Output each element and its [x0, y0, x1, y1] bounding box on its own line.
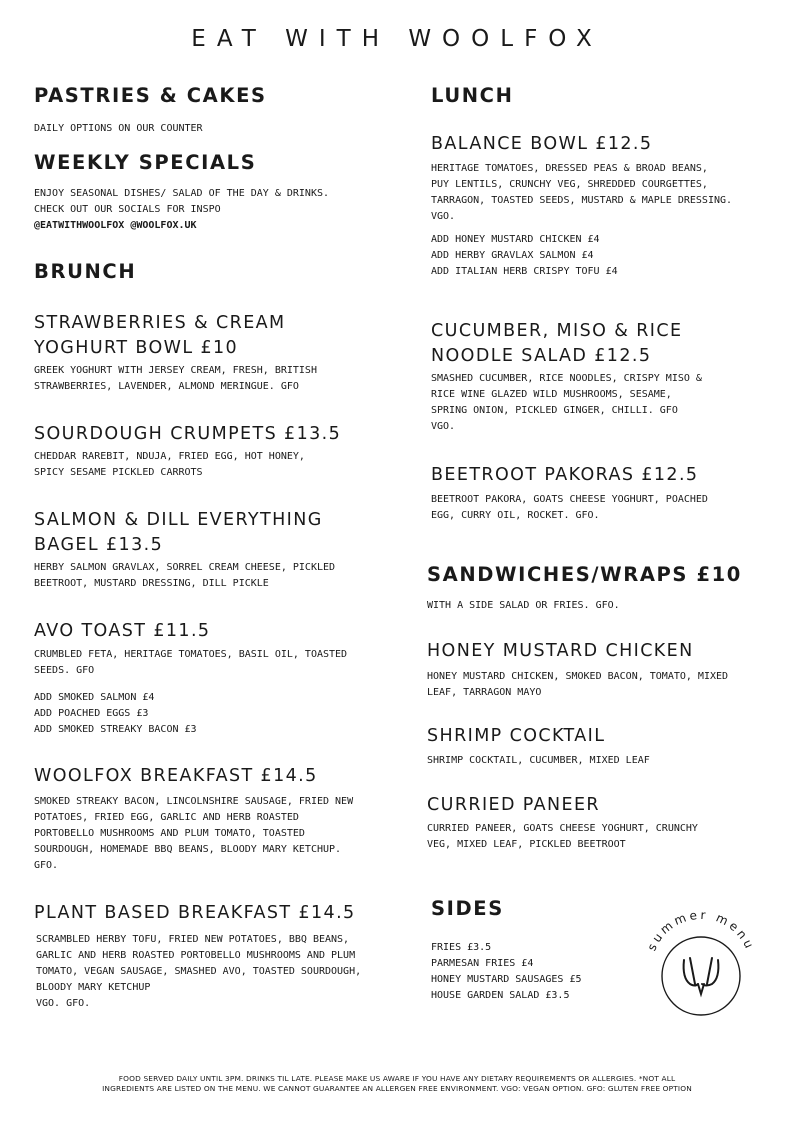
extra-line: ADD HONEY MUSTARD CHICKEN £4 — [431, 234, 600, 245]
desc-line: VGO. — [431, 211, 456, 222]
logo-text: summer menu — [644, 907, 758, 954]
logo-arc-text — [645, 908, 758, 953]
menu-item-name: BEETROOT PAKORAS £12.5 — [431, 465, 699, 485]
page-title: EAT WITH WOOLFOX — [191, 26, 603, 52]
desc-line: CHEDDAR RAREBIT, NDUJA, FRIED EGG, HOT HONEY, — [34, 451, 305, 462]
desc-line: HERITAGE TOMATOES, DRESSED PEAS & BROAD BEANS, — [431, 163, 708, 174]
menu-item-name: SHRIMP COCKTAIL — [427, 726, 606, 746]
summer-menu-logo — [642, 898, 760, 1016]
allergen-footer — [20, 1074, 774, 1094]
side-item: PARMESAN FRIES £4 — [431, 958, 534, 969]
side-item: FRIES £3.5 — [431, 942, 492, 953]
sides-list — [431, 940, 582, 1004]
section-heading-sides: SIDES — [431, 897, 504, 920]
extra-line: ADD ITALIAN HERB CRISPY TOFU £4 — [431, 266, 618, 277]
section-heading-pastries: PASTRIES & CAKES — [34, 84, 267, 107]
desc-line: BLOODY MARY KETCHUP — [36, 982, 151, 993]
menu-item-desc — [431, 371, 702, 435]
side-item: HOUSE GARDEN SALAD £3.5 — [431, 990, 570, 1001]
desc-line: SOURDOUGH, HOMEMADE BBQ BEANS, BLOODY MARY KETCHUP. — [34, 844, 342, 855]
menu-item-desc — [431, 161, 732, 225]
menu-item-desc — [431, 492, 708, 524]
extra-line: ADD SMOKED STREAKY BACON £3 — [34, 724, 197, 735]
weekly-specials-desc — [34, 186, 329, 234]
menu-item-desc — [427, 753, 650, 769]
logo-circle — [662, 937, 740, 1015]
item-name-line: YOGHURT BOWL £10 — [34, 338, 239, 358]
desc-line: GFO. — [34, 860, 59, 871]
menu-item-desc — [427, 669, 728, 701]
menu-item-extras — [34, 690, 197, 738]
desc-line: BEETROOT, MUSTARD DRESSING, DILL PICKLE — [34, 578, 269, 589]
menu-item-name — [431, 319, 682, 369]
menu-item-name: PLANT BASED BREAKFAST £14.5 — [34, 903, 356, 923]
item-name-line: STRAWBERRIES & CREAM — [34, 313, 286, 333]
side-item: HONEY MUSTARD SAUSAGES £5 — [431, 974, 582, 985]
item-name-line: CUCUMBER, MISO & RICE — [431, 321, 683, 341]
pastries-desc: DAILY OPTIONS ON OUR COUNTER — [34, 123, 203, 134]
menu-item-name: BALANCE BOWL £12.5 — [431, 134, 653, 154]
menu-item-desc — [34, 560, 335, 592]
fork-icon — [684, 958, 719, 994]
desc-line: VGO. — [431, 421, 456, 432]
menu-item-desc — [36, 932, 361, 1012]
menu-item-name: HONEY MUSTARD CHICKEN — [427, 641, 694, 661]
extra-line: ADD HERBY GRAVLAX SALMON £4 — [431, 250, 594, 261]
desc-line: SEEDS. GFO — [34, 665, 95, 676]
desc-line: VEG, MIXED LEAF, PICKLED BEETROOT — [427, 839, 626, 850]
footer-line: FOOD SERVED DAILY UNTIL 3PM. DRINKS TIL LATE. PLEASE MAKE US AWARE IF YOU HAVE ANY DIETARY REQUIREMENTS OR ALLERGIES. *NOT ALL — [118, 1074, 676, 1083]
desc-line: HONEY MUSTARD CHICKEN, SMOKED BACON, TOMATO, MIXED — [427, 671, 729, 682]
desc-line: POTATOES, FRIED EGG, GARLIC AND HERB ROASTED — [34, 812, 299, 823]
menu-item-desc — [34, 647, 347, 679]
extra-line: ADD POACHED EGGS £3 — [34, 708, 149, 719]
desc-line: BEETROOT PAKORA, GOATS CHEESE YOGHURT, POACHED — [431, 494, 708, 505]
menu-item-desc — [427, 821, 698, 853]
weekly-line: CHECK OUT OUR SOCIALS FOR INSPO — [34, 204, 221, 215]
section-heading-sandwiches: SANDWICHES/WRAPS £10 — [427, 563, 742, 586]
sandwiches-desc: WITH A SIDE SALAD OR FRIES. GFO. — [427, 600, 620, 611]
menu-item-extras — [431, 232, 618, 280]
desc-line: PORTOBELLO MUSHROOMS AND PLUM TOMATO, TOASTED — [34, 828, 305, 839]
menu-item-desc — [34, 449, 305, 481]
section-heading-brunch: BRUNCH — [34, 260, 137, 283]
section-heading-lunch: LUNCH — [431, 84, 514, 107]
menu-item-name — [34, 311, 286, 361]
item-name-line: BAGEL £13.5 — [34, 535, 164, 555]
menu-item-desc — [34, 794, 353, 874]
desc-line: GARLIC AND HERB ROASTED PORTOBELLO MUSHROOMS AND PLUM — [36, 950, 356, 961]
menu-item-name: AVO TOAST £11.5 — [34, 621, 211, 641]
desc-line: SPRING ONION, PICKLED GINGER, CHILLI. GFO — [431, 405, 678, 416]
desc-line: VGO. GFO. — [36, 998, 91, 1009]
desc-line: SMOKED STREAKY BACON, LINCOLNSHIRE SAUSAGE, FRIED NEW — [34, 796, 354, 807]
desc-line: SCRAMBLED HERBY TOFU, FRIED NEW POTATOES, BBQ BEANS, — [36, 934, 350, 945]
desc-line: STRAWBERRIES, LAVENDER, ALMOND MERINGUE. GFO — [34, 381, 299, 392]
desc-line: PUY LENTILS, CRUNCHY VEG, SHREDDED COURGETTES, — [431, 179, 708, 190]
desc-line: TARRAGON, TOASTED SEEDS, MUSTARD & MAPLE DRESSING. — [431, 195, 733, 206]
desc-line: SHRIMP COCKTAIL, CUCUMBER, MIXED LEAF — [427, 755, 650, 766]
desc-line: SPICY SESAME PICKLED CARROTS — [34, 467, 203, 478]
menu-item-name — [34, 508, 323, 558]
footer-line: INGREDIENTS ARE LISTED ON THE MENU. WE CANNOT GUARANTEE AN ALLERGEN FREE ENVIRONMENT. VGO: VEGAN OPTION. GFO: GLUTEN FREE OPTION — [102, 1084, 692, 1093]
socials-handles: @EATWITHWOOLFOX @WOOLFOX.UK — [34, 220, 197, 231]
item-name-line: SALMON & DILL EVERYTHING — [34, 510, 323, 530]
desc-line: SMASHED CUCUMBER, RICE NOODLES, CRISPY MISO & — [431, 373, 702, 384]
desc-line: HERBY SALMON GRAVLAX, SORREL CREAM CHEESE, PICKLED — [34, 562, 336, 573]
menu-item-desc — [34, 363, 317, 395]
desc-line: LEAF, TARRAGON MAYO — [427, 687, 542, 698]
desc-line: EGG, CURRY OIL, ROCKET. GFO. — [431, 510, 600, 521]
desc-line: RICE WINE GLAZED WILD MUSHROOMS, SESAME, — [431, 389, 672, 400]
weekly-line: ENJOY SEASONAL DISHES/ SALAD OF THE DAY & DRINKS. — [34, 188, 330, 199]
desc-line: CRUMBLED FETA, HERITAGE TOMATOES, BASIL OIL, TOASTED — [34, 649, 348, 660]
desc-line: GREEK YOGHURT WITH JERSEY CREAM, FRESH, BRITISH — [34, 365, 317, 376]
item-name-line: NOODLE SALAD £12.5 — [431, 346, 652, 366]
menu-item-name: WOOLFOX BREAKFAST £14.5 — [34, 766, 318, 786]
section-heading-weekly-specials: WEEKLY SPECIALS — [34, 151, 257, 174]
extra-line: ADD SMOKED SALMON £4 — [34, 692, 155, 703]
desc-line: CURRIED PANEER, GOATS CHEESE YOGHURT, CRUNCHY — [427, 823, 698, 834]
menu-item-name: SOURDOUGH CRUMPETS £13.5 — [34, 424, 342, 444]
desc-line: TOMATO, VEGAN SAUSAGE, SMASHED AVO, TOASTED SOURDOUGH, — [36, 966, 362, 977]
menu-item-name: CURRIED PANEER — [427, 795, 600, 815]
